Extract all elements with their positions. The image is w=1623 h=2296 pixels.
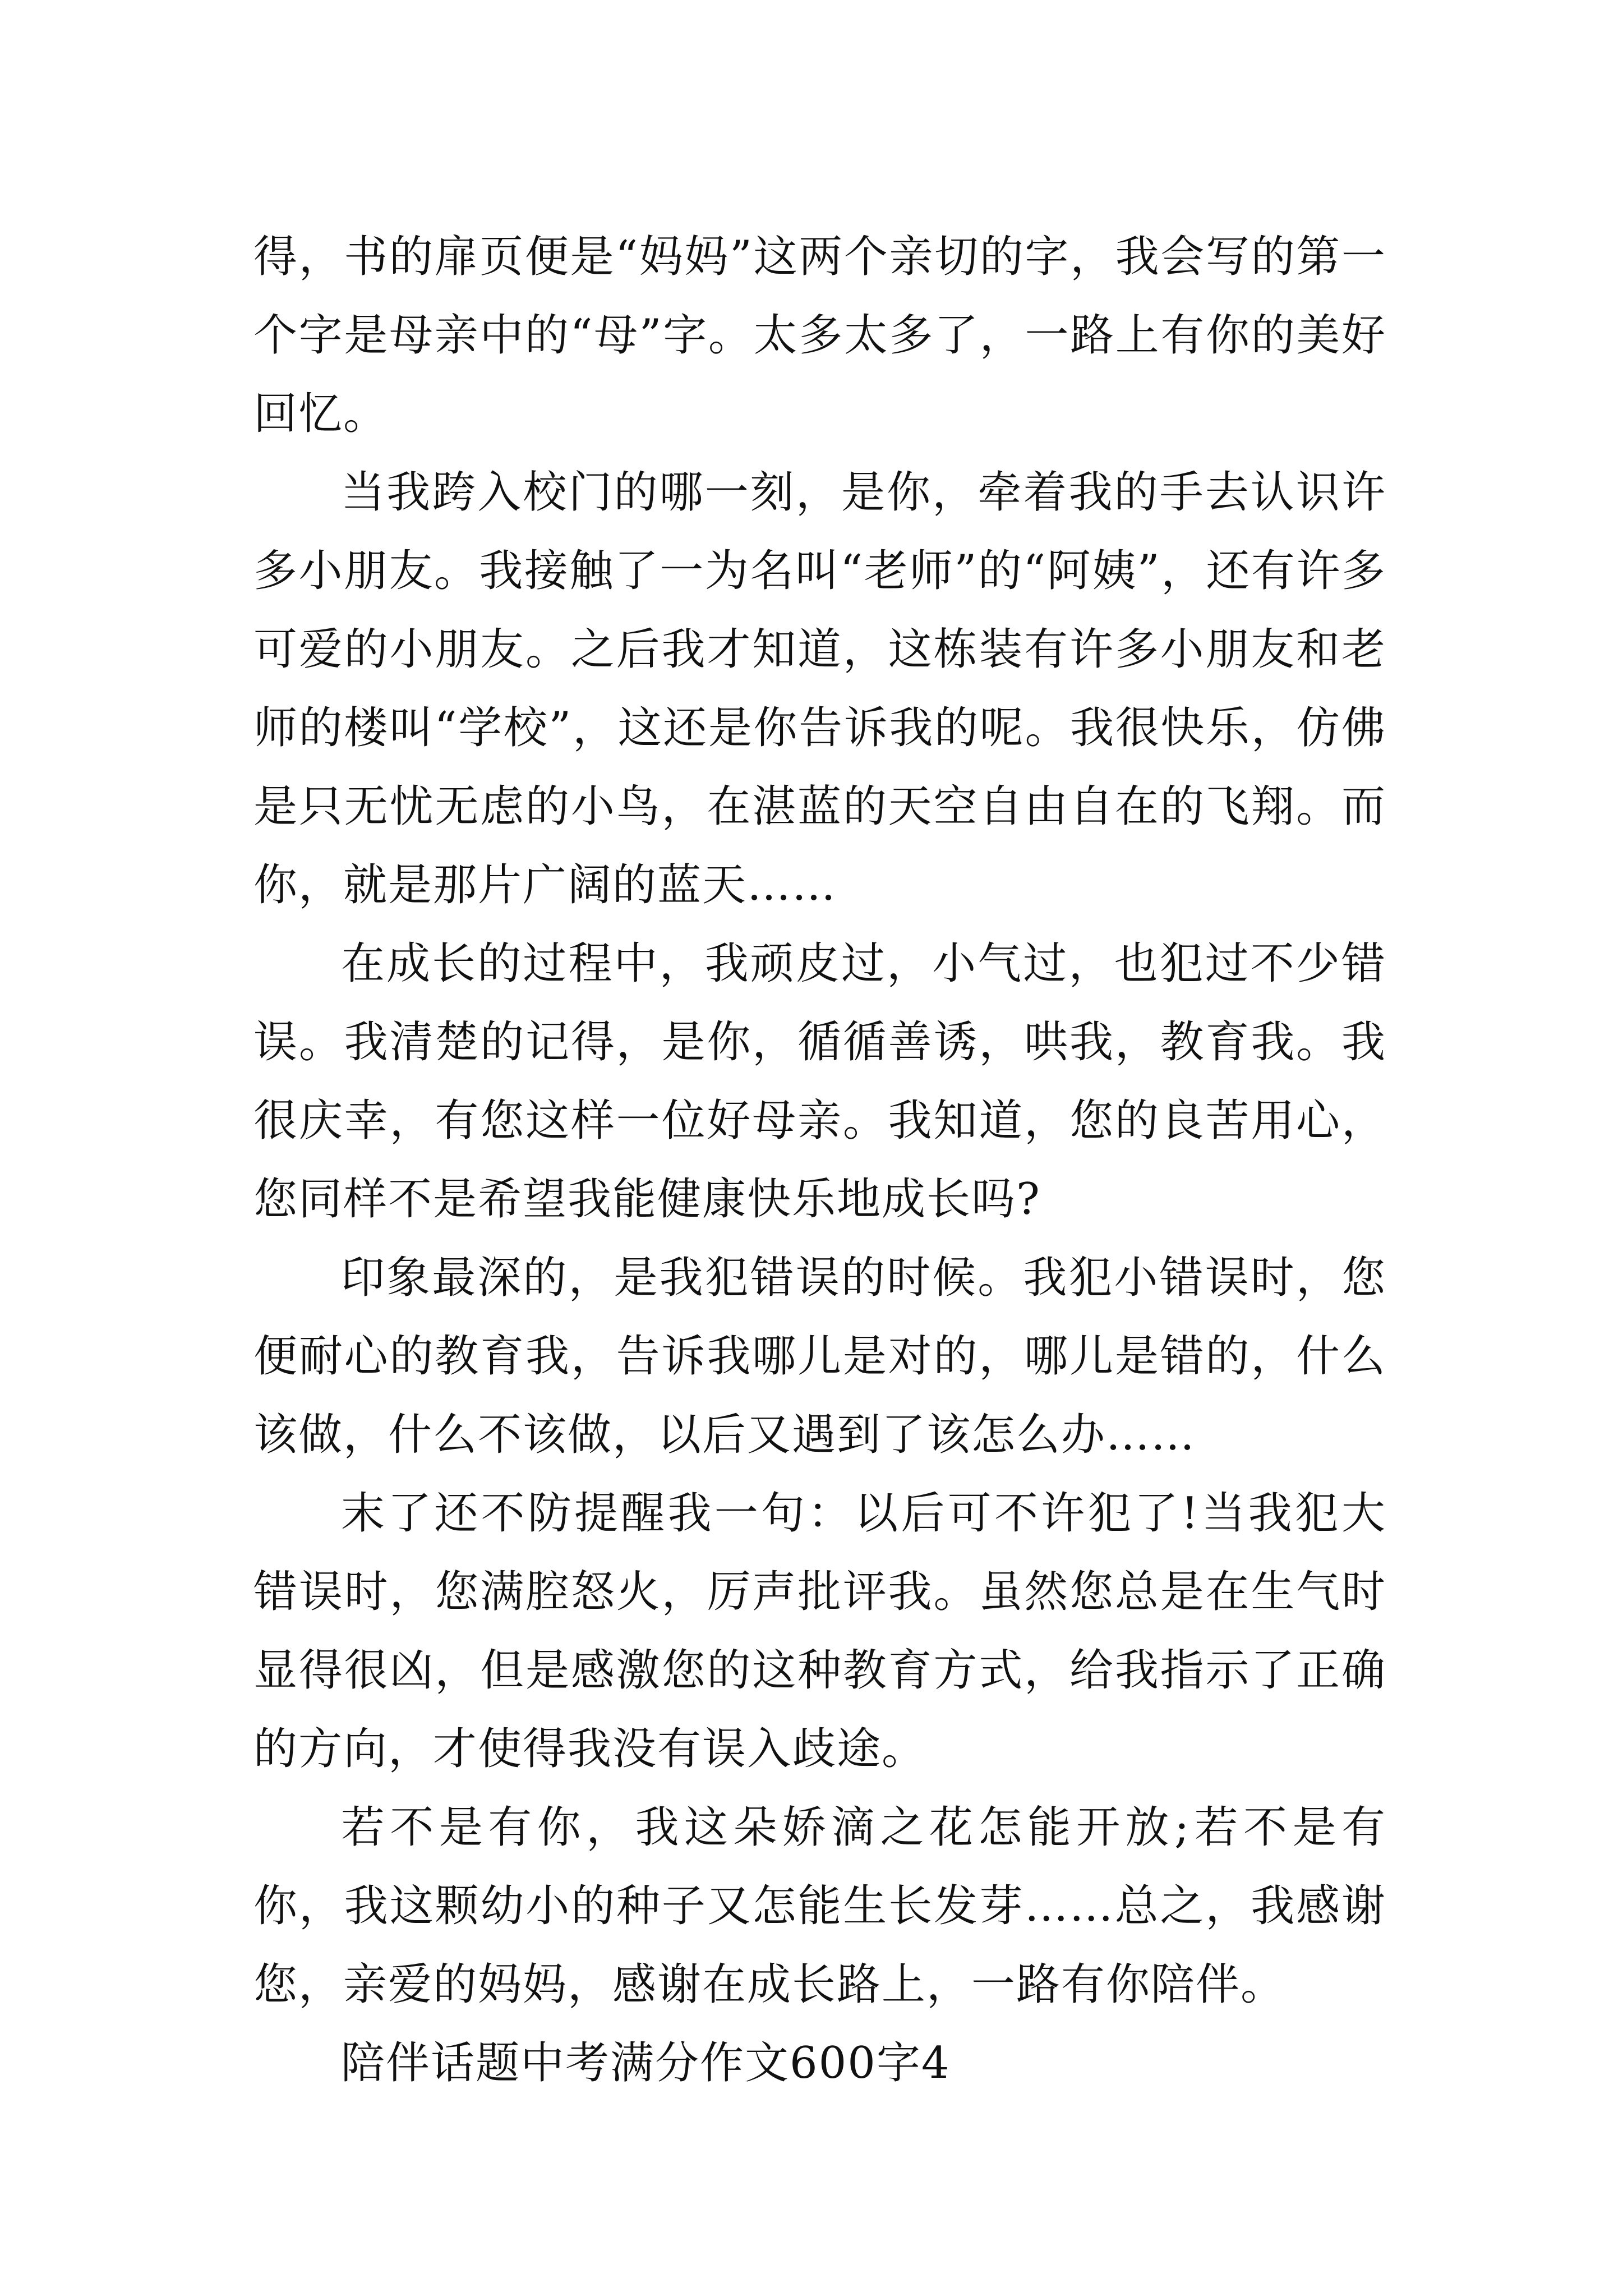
paragraph-3: 在成长的过程中，我顽皮过，小气过，也犯过不少错误。我清楚的记得，是你，循循善诱，哄我，教育我。我很庆幸，有您这样一位好母亲。我知道，您的良苦用心，您同样不是希望我能健康快乐地成长吗?	[253, 938, 1386, 1225]
paragraph-1: 得，书的扉页便是“妈妈”这两个亲切的字，我会写的第一个字是母亲中的“母”字。太多太多了，一路上有你的美好回忆。	[253, 232, 1386, 439]
section-heading: 陪伴话题中考满分作文600字4	[341, 2038, 951, 2088]
paragraph-2: 当我跨入校门的哪一刻，是你，牵着我的手去认识许多小朋友。我接触了一为名叫“老师”的“阿姨”，还有许多可爱的小朋友。之后我才知道，这栋装有许多小朋友和老师的楼叫“学校”，这还是你告诉我的呢。我很快乐，仿佛是只无忧无虑的小鸟，在湛蓝的天空自由自在的飞翔。而你，就是那片广阔的蓝天……	[253, 467, 1386, 910]
paragraph-6: 若不是有你，我这朵娇滴之花怎能开放;若不是有你，我这颗幼小的种子又怎能生长发芽……总之，我感谢您，亲爱的妈妈，感谢在成长路上，一路有你陪伴。	[253, 1802, 1386, 2010]
document-body	[253, 218, 1386, 2102]
paragraph-4: 印象最深的，是我犯错误的时候。我犯小错误时，您便耐心的教育我，告诉我哪儿是对的，哪儿是错的，什么该做，什么不该做，以后又遇到了该怎么办……	[253, 1253, 1386, 1460]
paragraph-5: 末了还不防提醒我一句：以后可不许犯了!当我犯大错误时，您满腔怒火，厉声批评我。虽然您总是在生气时显得很凶，但是感激您的这种教育方式，给我指示了正确的方向，才使得我没有误入歧途。	[253, 1488, 1386, 1774]
